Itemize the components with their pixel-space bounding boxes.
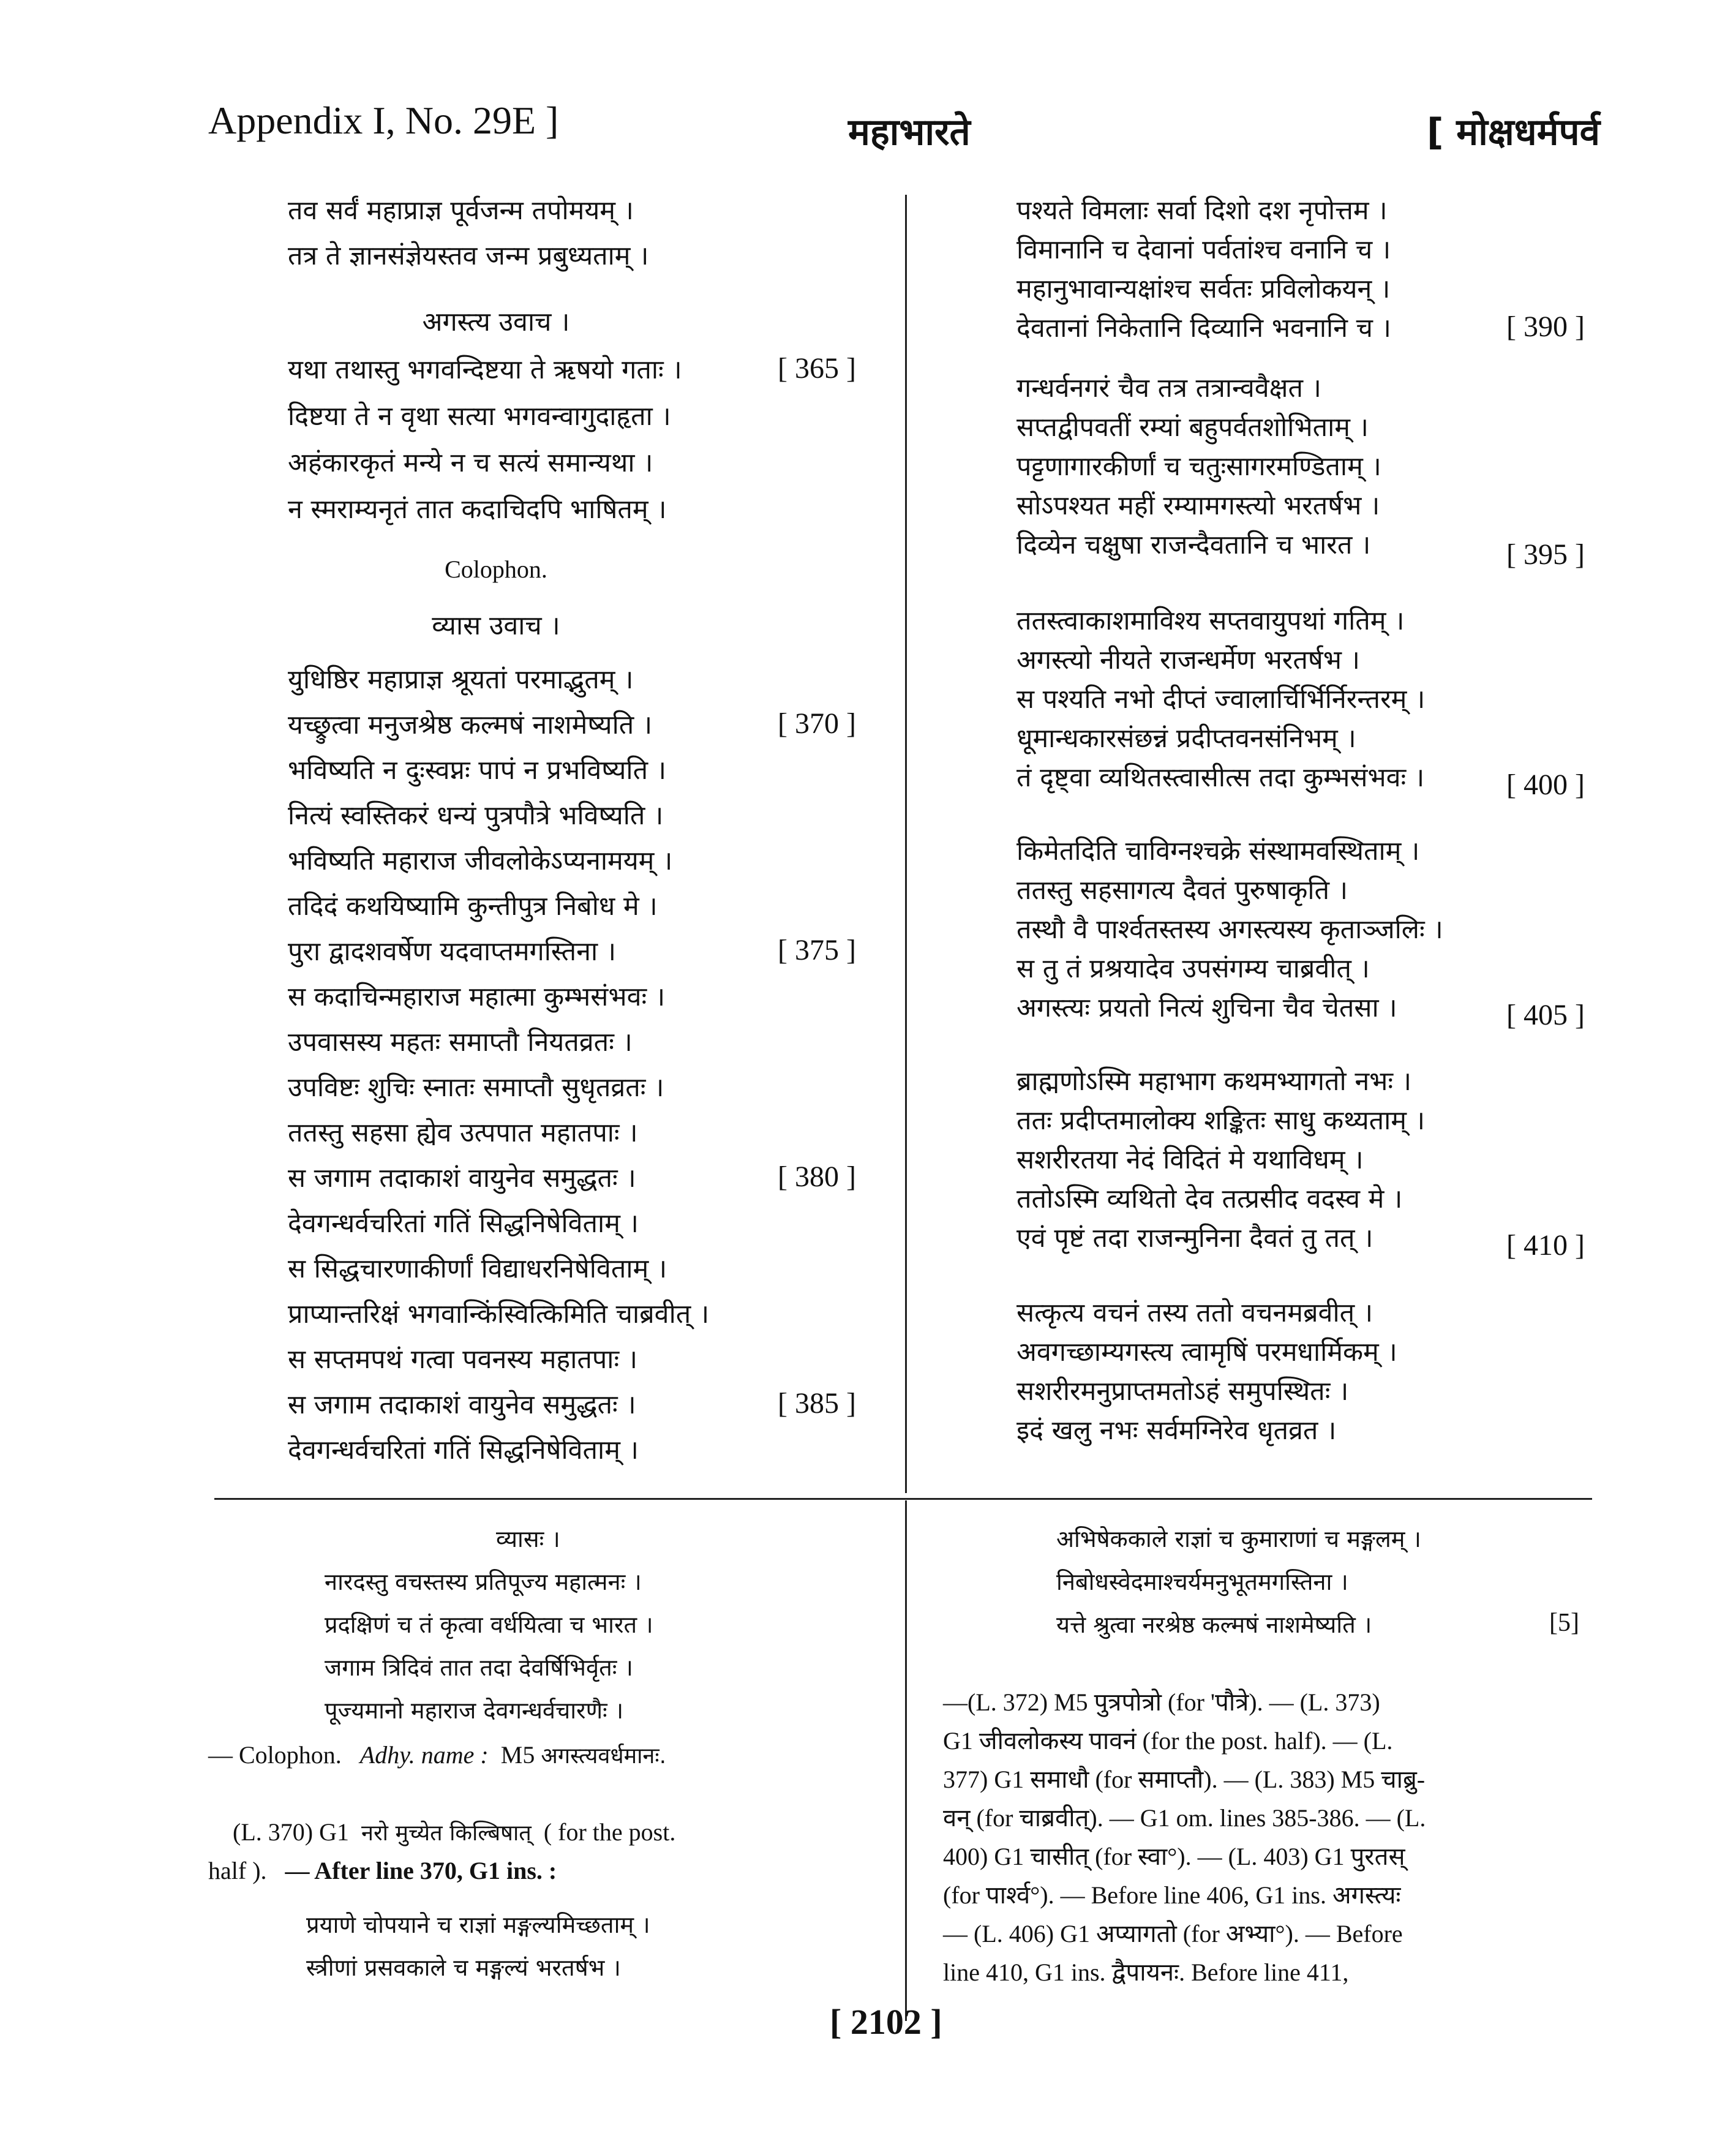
verse-number: [ 375 ] <box>778 934 856 966</box>
verse-line: अहंकारकृतं मन्ये न च सत्यं समान्यथा । <box>288 448 653 478</box>
verse-line: यथा तथास्तु भगवन्दिष्टया ते ऋषयो गताः । <box>288 355 682 385</box>
verse-number: [ 365 ] <box>778 352 856 385</box>
verse-line: स सप्तमपथं गत्वा पवनस्य महातपाः । <box>288 1344 638 1375</box>
verse-line: स सिद्धचारणाकीर्णां विद्याधरनिषेविताम् । <box>288 1254 667 1284</box>
verse-line: न स्मराम्यनृतं तात कदाचिदपि भाषितम् । <box>288 494 667 525</box>
colophon-italic: Adhy. name : <box>359 1741 489 1769</box>
verse-line: स जगाम तदाकाशं वायुनेव समुद्धतः । <box>288 1390 636 1420</box>
verse-line: ततस्तु सहसा ह्येव उत्पपात महातपाः । <box>288 1118 638 1148</box>
variant-note-line: — (L. 406) G1 अप्यागतो (for अभ्या°). — Before <box>943 1920 1403 1947</box>
verse-line: उपविष्टः शुचिः स्नातः समाप्तौ सुधृतव्रतः । <box>288 1072 664 1103</box>
left-column <box>288 195 894 1481</box>
verse-line: विमानानि च देवानां पर्वतांश्च वनानि च । <box>1016 235 1391 265</box>
verse-line: नित्यं स्वस्तिकरं धन्यं पुत्रपौत्रे भविष्यति । <box>288 800 664 831</box>
variant-target: ( for the post. <box>543 1818 676 1846</box>
variant-note <box>208 1851 557 1890</box>
verse-line: पुरा द्वादशवर्षेण यदवाप्तमगस्तिना । <box>288 936 617 967</box>
inserted-verse: स्त्रीणां प्रसवकाले च मङ्गल्यं भरतर्षभ । <box>306 1954 621 1981</box>
variant-note-line: G1 जीवलोकस्य पावनं (for the post. half). — (L. <box>943 1727 1393 1755</box>
speaker-heading-agastya: अगस्त्य उवाच । <box>422 307 570 337</box>
verse-line: पश्यते विमलाः सर्वा दिशो दश नृपोत्तम । <box>1016 195 1388 226</box>
colophon-value: अगस्त्यवर्धमानः. <box>541 1744 667 1769</box>
verse-line: महानुभावान्यक्षांश्च सर्वतः प्रविलोकयन् । <box>1016 274 1391 304</box>
verse-number: [ 370 ] <box>778 707 856 740</box>
verse-line: इदं खलु नभः सर्वमग्निरेव धृतव्रत । <box>1016 1415 1337 1446</box>
footnotes-right <box>943 1525 1604 2027</box>
footnote-heading: व्यासः । <box>496 1526 560 1552</box>
verse-line: गन्धर्वनगरं चैव तत्र तत्रान्ववैक्षत । <box>1016 373 1321 404</box>
colophon-prefix: — Colophon. <box>208 1741 342 1769</box>
footnote-verse: जगाम त्रिदिवं तात तदा देवर्षिभिर्वृतः । <box>325 1654 633 1681</box>
verse-line: तं दृष्ट्वा व्यथितस्त्वासीत्स तदा कुम्भसंभवः । <box>1016 762 1425 793</box>
footnote-verse: अभिषेककाले राज्ञां च कुमाराणां च मङ्गलम् । <box>1056 1526 1421 1552</box>
footnotes-left <box>208 1525 894 2027</box>
verse-line: उपवासस्य महतः समाप्तौ नियतव्रतः । <box>288 1027 633 1058</box>
verse-line: ततस्तु सहसागत्य दैवतं पुरुषाकृति । <box>1016 875 1348 906</box>
verse-line: सत्कृत्य वचनं तस्य ततो वचनमब्रवीत् । <box>1016 1298 1373 1328</box>
verse-line: सशरीरतया नेदं विदितं मे यथाविधम् । <box>1016 1145 1364 1175</box>
verse-line: पट्टणागारकीर्णां च चतुःसागरमण्डिताम् । <box>1016 451 1381 482</box>
right-column <box>1016 195 1629 1481</box>
verse-line: ततोऽस्मि व्यथितो देव तत्प्रसीद वदस्व मे । <box>1016 1184 1403 1214</box>
verse-line: स जगाम तदाकाशं वायुनेव समुद्धतः । <box>288 1163 636 1194</box>
variant-note-line: 377) G1 समाधौ (for समाप्तौ). — (L. 383) M5 चाब्रु- <box>943 1766 1426 1793</box>
verse-line: किमेतदिति चाविग्नश्चक्रे संस्थामवस्थिताम् । <box>1016 836 1420 867</box>
verse-line: तस्थौ वै पार्श्वतस्तस्य अगस्त्यस्य कृताञ्जलिः । <box>1016 914 1443 945</box>
variant-note-line: —(L. 372) M5 पुत्रपोत्रो (for 'पौत्रे). — (L. 373) <box>943 1688 1380 1716</box>
verse-line: भविष्यति न दुःस्वप्नः पापं न प्रभविष्यति । <box>288 755 667 786</box>
verse-line: दिष्टया ते न वृथा सत्या भगवन्वागुदाहृता । <box>288 401 671 432</box>
verse-line: तदिदं कथयिष्यामि कुन्तीपुत्र निबोध मे । <box>288 891 658 922</box>
footnote-column-divider <box>905 1500 907 2021</box>
verse-line: स पश्यति नभो दीप्तं ज्वालार्चिर्भिर्निरन्तरम् । <box>1016 684 1426 715</box>
verse-number: [ 380 ] <box>778 1161 856 1193</box>
verse-line: दिव्येन चक्षुषा राजन्दैवतानि च भारत । <box>1016 530 1371 560</box>
verse-line: सशरीरमनुप्राप्तमतोऽहं समुपस्थितः । <box>1016 1376 1349 1407</box>
page-number: [ 2102 ] <box>830 2002 942 2042</box>
verse-line: धूमान्धकारसंछन्नं प्रदीप्तवनसंनिभम् । <box>1016 723 1356 754</box>
variant-note-line: वन् (for चाब्रवीत्). — G1 om. lines 385-386. — (L. <box>943 1804 1426 1832</box>
verse-line: देवतानां निकेतानि दिव्यानि भवनानि च । <box>1016 313 1391 344</box>
verse-number: [ 410 ] <box>1506 1229 1585 1262</box>
header-right-title: [ मोक्षधर्मपर्व <box>1427 111 1600 154</box>
variant-note-line: (for पार्श्व°). — Before line 406, G1 ins. अगस्त्यः <box>943 1881 1401 1909</box>
variant-reading: नरो मुच्येत किल्बिषात् <box>361 1821 532 1846</box>
verse-line: अगस्त्यो नीयते राजन्धर्मेण भरतर्षभ । <box>1016 645 1360 675</box>
header-left-title: Appendix I, No. 29E ] <box>208 99 559 142</box>
verse-number: [ 390 ] <box>1506 310 1585 343</box>
verse-line: स तु तं प्रश्रयादेव उपसंगम्य चाब्रवीत् । <box>1016 954 1370 984</box>
inserted-verse: प्रयाणे चोपयाने च राज्ञां मङ्गल्यमिच्छताम् । <box>306 1911 650 1938</box>
footnote-verse: यत्ते श्रुत्वा नरश्रेष्ठ कल्मषं नाशमेष्यति । <box>1056 1611 1372 1638</box>
verse-line: देवगन्धर्वचरितां गतिं सिद्धनिषेविताम् । <box>288 1208 639 1239</box>
verse-line: युधिष्ठिर महाप्राज्ञ श्रूयतां परमाद्भुतम् । <box>288 664 634 695</box>
colophon-note <box>208 1736 666 1775</box>
colophon-ms: M5 <box>500 1741 535 1769</box>
verse-line: स कदाचिन्महाराज महात्मा कुम्भसंभवः । <box>288 982 666 1012</box>
variant-note-line: line 410, G1 ins. द्वैपायनः. Before line 411, <box>943 1959 1349 1986</box>
variant-note-line: 400) G1 चासीत् (for स्वा°). — (L. 403) G1 पुरतस् <box>943 1843 1405 1870</box>
verse-line: प्राप्यान्तरिक्षं भगवान्किंस्वित्किमिति चाब्रवीत् । <box>288 1299 710 1330</box>
verse-line: अवगच्छाम्यगस्त्य त्वामृषिं परमधार्मिकम् । <box>1016 1337 1397 1368</box>
variant-note <box>233 1813 675 1853</box>
footnote-verse: निबोधस्वेदमाश्चर्यमनुभूतमगस्तिना । <box>1056 1568 1348 1595</box>
verse-line: तत्र ते ज्ञानसंज्ञेयस्तव जन्म प्रबुध्यताम् । <box>288 241 649 271</box>
verse-number: [ 400 ] <box>1506 769 1585 801</box>
speaker-heading-vyasa: व्यास उवाच । <box>432 611 560 641</box>
header-center-title: महाभारते <box>848 111 971 154</box>
colophon-label: Colophon. <box>445 555 547 583</box>
footnote-verse-number: [5] <box>1549 1609 1579 1637</box>
verse-line: ततः प्रदीप्तमालोक्य शङ्कितः साधु कथ्यताम् । <box>1016 1105 1425 1136</box>
verse-line: अगस्त्यः प्रयतो नित्यं शुचिना चैव चेतसा । <box>1016 993 1397 1023</box>
variant-target-cont: half ). <box>208 1857 267 1884</box>
footnote-verse: प्रदक्षिणं च तं कृत्वा वर्धयित्वा च भारत । <box>325 1611 653 1638</box>
insertion-marker: — After line 370, G1 ins. : <box>285 1857 557 1884</box>
verse-line: तव सर्वं महाप्राज्ञ पूर्वजन्म तपोमयम् । <box>288 195 634 226</box>
verse-line: यच्छ्रुत्वा मनुजश्रेष्ठ कल्मषं नाशमेष्यति । <box>288 710 653 740</box>
verse-line: भविष्यति महाराज जीवलोकेऽप्यनामयम् । <box>288 846 673 876</box>
verse-line: सोऽपश्यत महीं रम्यामगस्त्यो भरतर्षभ । <box>1016 491 1380 521</box>
verse-line: सप्तद्वीपवतीं रम्यां बहुपर्वतशोभिताम् । <box>1016 412 1369 443</box>
verse-line: ब्राह्मणोऽस्मि महाभाग कथमभ्यागतो नभः । <box>1016 1066 1412 1097</box>
verse-number: [ 395 ] <box>1506 538 1585 571</box>
footnote-verse: नारदस्तु वचस्तस्य प्रतिपूज्य महात्मनः । <box>325 1568 642 1595</box>
verse-number: [ 385 ] <box>778 1387 856 1420</box>
verse-number: [ 405 ] <box>1506 999 1585 1031</box>
variant-ref: (L. 370) G1 <box>233 1818 349 1846</box>
verse-line: एवं पृष्टं तदा राजन्मुनिना दैवतं तु तत् । <box>1016 1223 1373 1254</box>
column-divider <box>905 195 907 1493</box>
verse-line: देवगन्धर्वचरितां गतिं सिद्धनिषेविताम् । <box>288 1435 639 1466</box>
footnote-rule <box>214 1498 1592 1500</box>
footnote-verse: पूज्यमानो महाराज देवगन्धर्वचारणैः । <box>325 1697 624 1724</box>
verse-line: ततस्त्वाकाशमाविश्य सप्तवायुपथां गतिम् । <box>1016 606 1405 636</box>
